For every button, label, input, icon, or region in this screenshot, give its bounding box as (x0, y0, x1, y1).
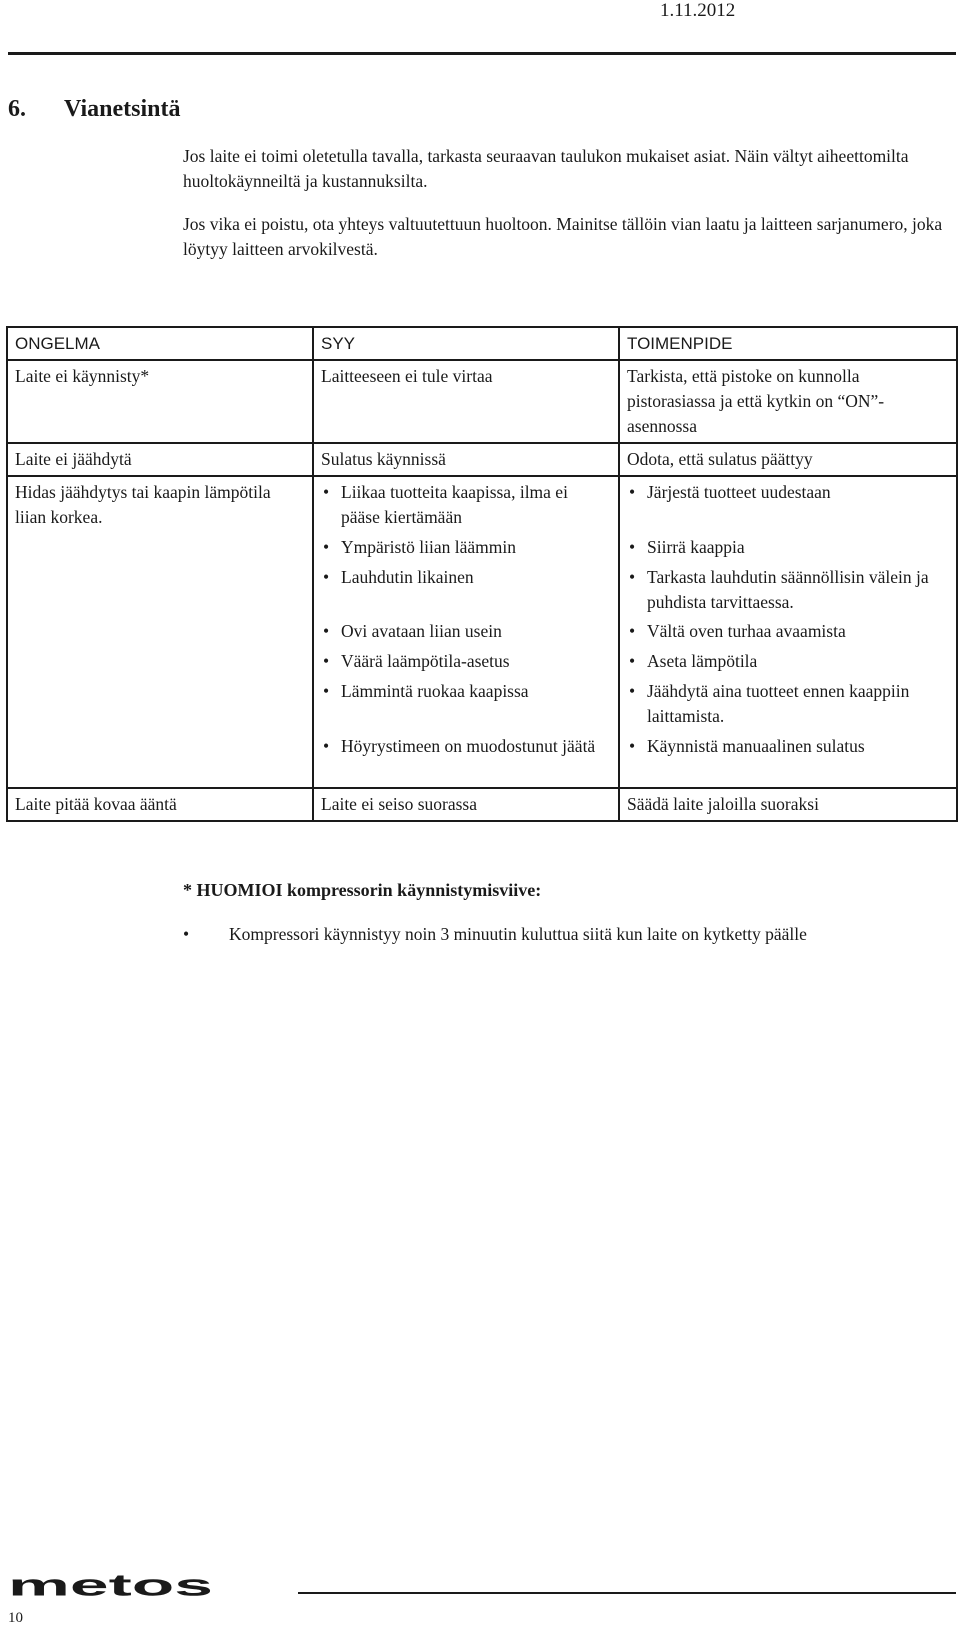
cause-item: • Ympäristö liian läämmin (321, 535, 611, 565)
action-item: • Vältä oven turhaa avaamista (627, 619, 949, 649)
section-title: Vianetsintä (64, 96, 181, 122)
action-item: • Käynnistä manuaalinen sulatus (627, 734, 949, 784)
section-heading (8, 96, 180, 123)
intro-paragraph-2: Jos vika ei poistu, ota yhteys valtuutettuun huoltoon. Mainitse tällöin vian laatu ja laitteen sarjanumero, joka löytyy laitteen arvokilvestä. (183, 214, 943, 259)
action-item: • Siirrä kaappia (627, 535, 949, 565)
header-action: TOIMENPIDE (619, 327, 957, 360)
action-cell: Tarkista, että pistoke on kunnolla pistorasiassa ja että kytkin on “ON”-asennossa (619, 360, 957, 443)
table-row (7, 443, 957, 476)
table-row (7, 788, 957, 821)
header-cause: SYY (313, 327, 619, 360)
action-item: • Järjestä tuotteet uudestaan (627, 480, 949, 535)
svg-text:metos: metos (8, 1568, 213, 1602)
cause-cell: Laite ei seiso suorassa (313, 788, 619, 821)
metos-logo (8, 1566, 213, 1602)
cause-item: • Lauhdutin likainen (321, 565, 611, 619)
table-row (7, 476, 957, 788)
problem-cell: Laite pitää kovaa ääntä (7, 788, 313, 821)
header-problem: ONGELMA (7, 327, 313, 360)
problem-cell: Laite ei jäähdytä (7, 443, 313, 476)
section-number: 6. (8, 96, 26, 122)
action-item: • Jäähdytä aina tuotteet ennen kaappiin laittamista. (627, 679, 949, 734)
top-divider (8, 52, 956, 55)
document-date: 1.11.2012 (660, 0, 736, 21)
cause-item: • Lämmintä ruokaa kaapissa (321, 679, 611, 734)
intro-paragraph-1: Jos laite ei toimi oletetulla tavalla, tarkasta seuraavan taulukon mukaiset asiat. Näin vältyt aiheettomilta huoltokäynneiltä ja kustannuksilta. (183, 146, 909, 191)
table-header-row (7, 327, 957, 360)
page-number: 10 (8, 1610, 23, 1626)
cause-item: • Liikaa tuotteita kaapissa, ilma ei pääse kiertämään (321, 480, 611, 535)
troubleshooting-table (6, 326, 958, 822)
action-list-cell (619, 476, 957, 788)
action-item: • Tarkasta lauhdutin säännöllisin välein ja puhdista tarvittaessa. (627, 565, 949, 619)
action-item: • Aseta lämpötila (627, 649, 949, 679)
note-title: * HUOMIOI kompressorin käynnistymisviive: (183, 880, 542, 900)
cause-item: • Ovi avataan liian usein (321, 619, 611, 649)
action-cell: Odota, että sulatus päättyy (619, 443, 957, 476)
problem-cell: Laite ei käynnisty* (7, 360, 313, 443)
problem-cell: Hidas jäähdytys tai kaapin lämpötila liian korkea. (7, 476, 313, 788)
cause-cell: Sulatus käynnissä (313, 443, 619, 476)
cause-item: • Väärä laämpötila-asetus (321, 649, 611, 679)
cause-item: • Höyrystimeen on muodostunut jäätä (321, 734, 611, 784)
cause-cell: Laitteeseen ei tule virtaa (313, 360, 619, 443)
bullet-icon: • (183, 924, 190, 944)
note-bullet-item (183, 924, 807, 945)
cause-list-cell (313, 476, 619, 788)
action-cell: Säädä laite jaloilla suoraksi (619, 788, 957, 821)
table-row (7, 360, 957, 443)
footer-divider (298, 1592, 956, 1594)
note-text: Kompressori käynnistyy noin 3 minuutin kuluttua siitä kun laite on kytketty päälle (229, 924, 807, 944)
